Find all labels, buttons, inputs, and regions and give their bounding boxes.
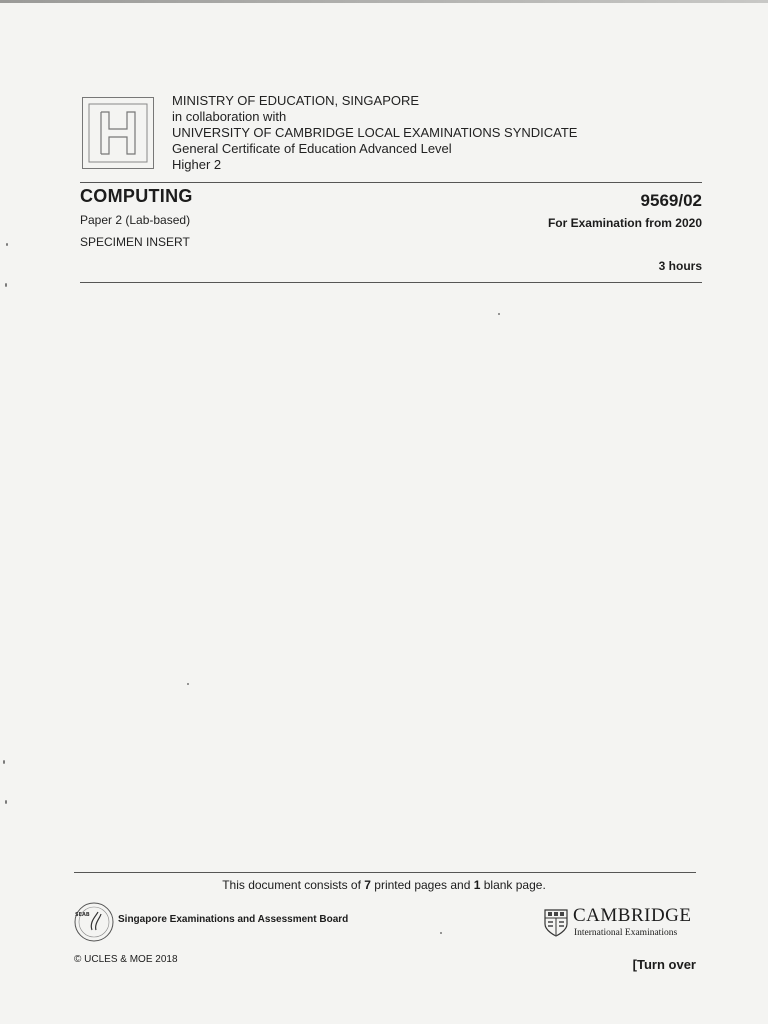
page-count-suffix: blank page. <box>480 878 546 892</box>
scan-speck <box>187 683 189 685</box>
page-count-prefix: This document consists of <box>222 878 365 892</box>
page-top-edge <box>0 0 768 3</box>
scan-speck <box>440 932 442 934</box>
h2-level-logo <box>82 97 154 169</box>
page-count-note <box>0 878 768 892</box>
scan-speck <box>6 243 8 246</box>
printed-page-count: 7 <box>364 878 371 892</box>
certificate-line: General Certificate of Education Advanced Level <box>172 141 452 156</box>
issuing-bodies <box>172 93 577 173</box>
scan-speck <box>5 800 7 804</box>
document-type: SPECIMEN INSERT <box>80 235 190 249</box>
turn-over-label: [Turn over <box>632 957 696 972</box>
paper-name: Paper 2 (Lab-based) <box>80 213 191 227</box>
ministry-line: MINISTRY OF EDUCATION, SINGAPORE <box>172 93 420 108</box>
seab-logo-text: SEAB <box>75 912 90 918</box>
exam-duration: 3 hours <box>658 259 702 273</box>
syllabus-code: 9569/02 <box>640 191 702 210</box>
ucles-line: UNIVERSITY OF CAMBRIDGE LOCAL EXAMINATIONS SYNDICATE <box>172 125 578 140</box>
examination-from: For Examination from 2020 <box>547 216 702 230</box>
copyright-notice: © UCLES & MOE 2018 <box>74 954 178 965</box>
collaboration-line: in collaboration with <box>172 109 287 124</box>
footer-rule <box>74 872 696 873</box>
cambridge-subtitle: International Examinations <box>574 928 678 938</box>
cambridge-shield-icon <box>544 909 568 937</box>
level-line: Higher 2 <box>172 157 222 172</box>
cambridge-name: CAMBRIDGE <box>573 905 692 926</box>
blank-page-count: 1 <box>473 878 481 892</box>
subject-title: COMPUTING <box>80 186 193 206</box>
title-rule <box>80 282 702 283</box>
scan-speck <box>3 760 5 764</box>
seab-name: Singapore Examinations and Assessment Board <box>118 914 349 925</box>
seab-logo <box>72 900 116 944</box>
page-count-mid: printed pages and <box>370 878 474 892</box>
scan-speck <box>5 283 7 287</box>
scan-speck <box>498 313 500 315</box>
header-rule <box>80 182 702 183</box>
